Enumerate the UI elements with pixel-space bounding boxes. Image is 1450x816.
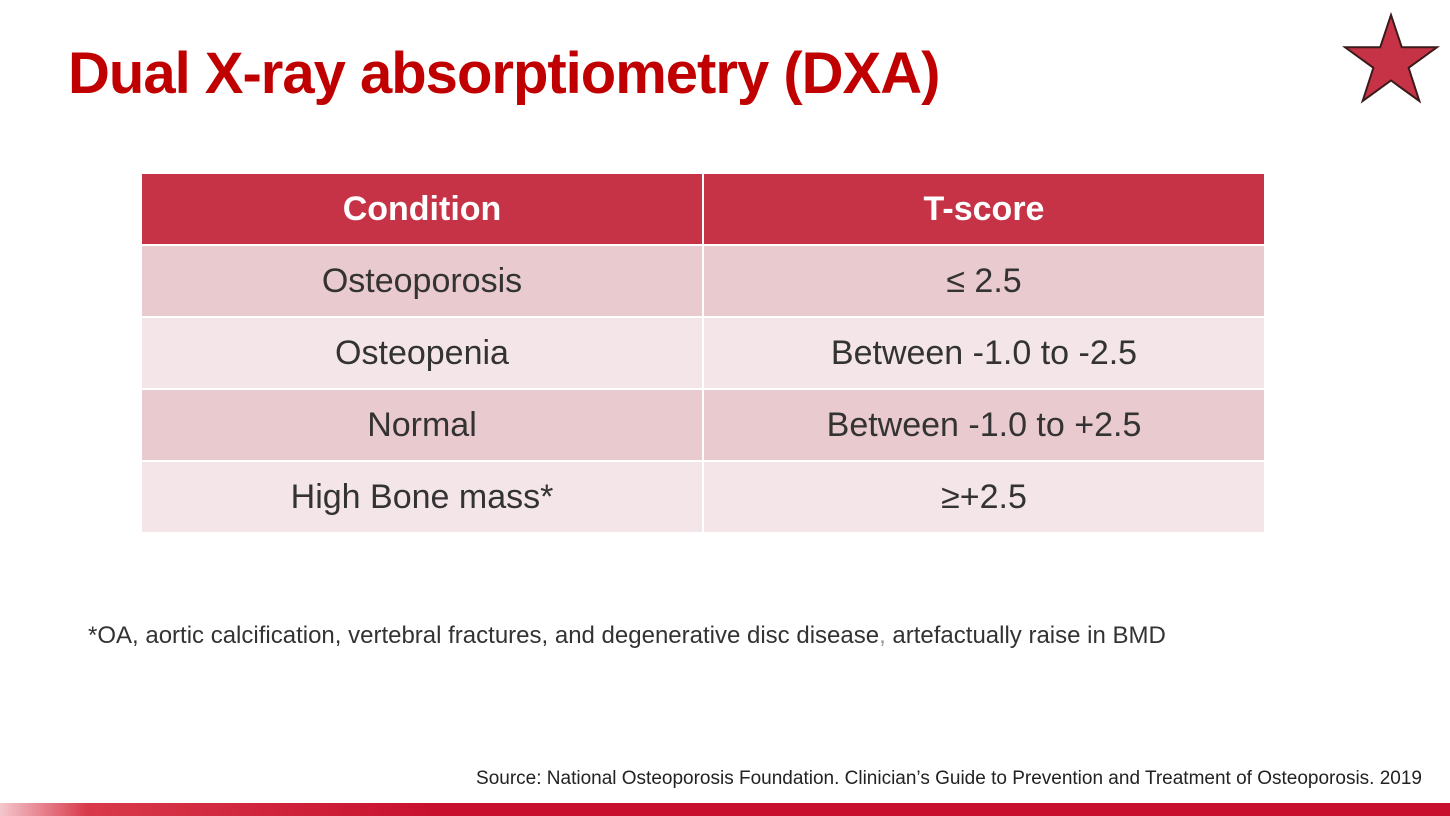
footnote: [88, 622, 1166, 650]
condition-cell: High Bone mass*: [141, 461, 703, 533]
footnote-comma: ,: [879, 622, 886, 649]
table-row: [141, 461, 1265, 533]
t-score-cell: ≥+2.5: [703, 461, 1265, 533]
footnote-text: *OA, aortic calcification, vertebral fractures, and degenerative disc disease: [88, 622, 880, 649]
t-score-cell: Between -1.0 to +2.5: [703, 389, 1265, 461]
condition-cell: Normal: [141, 389, 703, 461]
table-header-row: [141, 173, 1265, 245]
condition-cell: Osteoporosis: [141, 245, 703, 317]
t-score-table: [140, 172, 1266, 534]
bottom-accent-bar: [0, 803, 1450, 816]
slide-title: Dual X-ray absorptiometry (DXA): [68, 41, 940, 106]
t-score-cell: ≤ 2.5: [703, 245, 1265, 317]
table-row: [141, 317, 1265, 389]
table-row: [141, 245, 1265, 317]
footnote-text-end: artefactually raise in BMD: [885, 622, 1166, 649]
table-row: [141, 389, 1265, 461]
condition-cell: Osteopenia: [141, 317, 703, 389]
t-score-cell: Between -1.0 to -2.5: [703, 317, 1265, 389]
header-t-score: T-score: [703, 173, 1265, 245]
header-condition: Condition: [141, 173, 703, 245]
source-citation: Source: National Osteoporosis Foundation. Clinician’s Guide to Prevention and Treatment of Osteoporosis. 2019: [476, 768, 1422, 789]
star-icon: [1342, 12, 1440, 104]
